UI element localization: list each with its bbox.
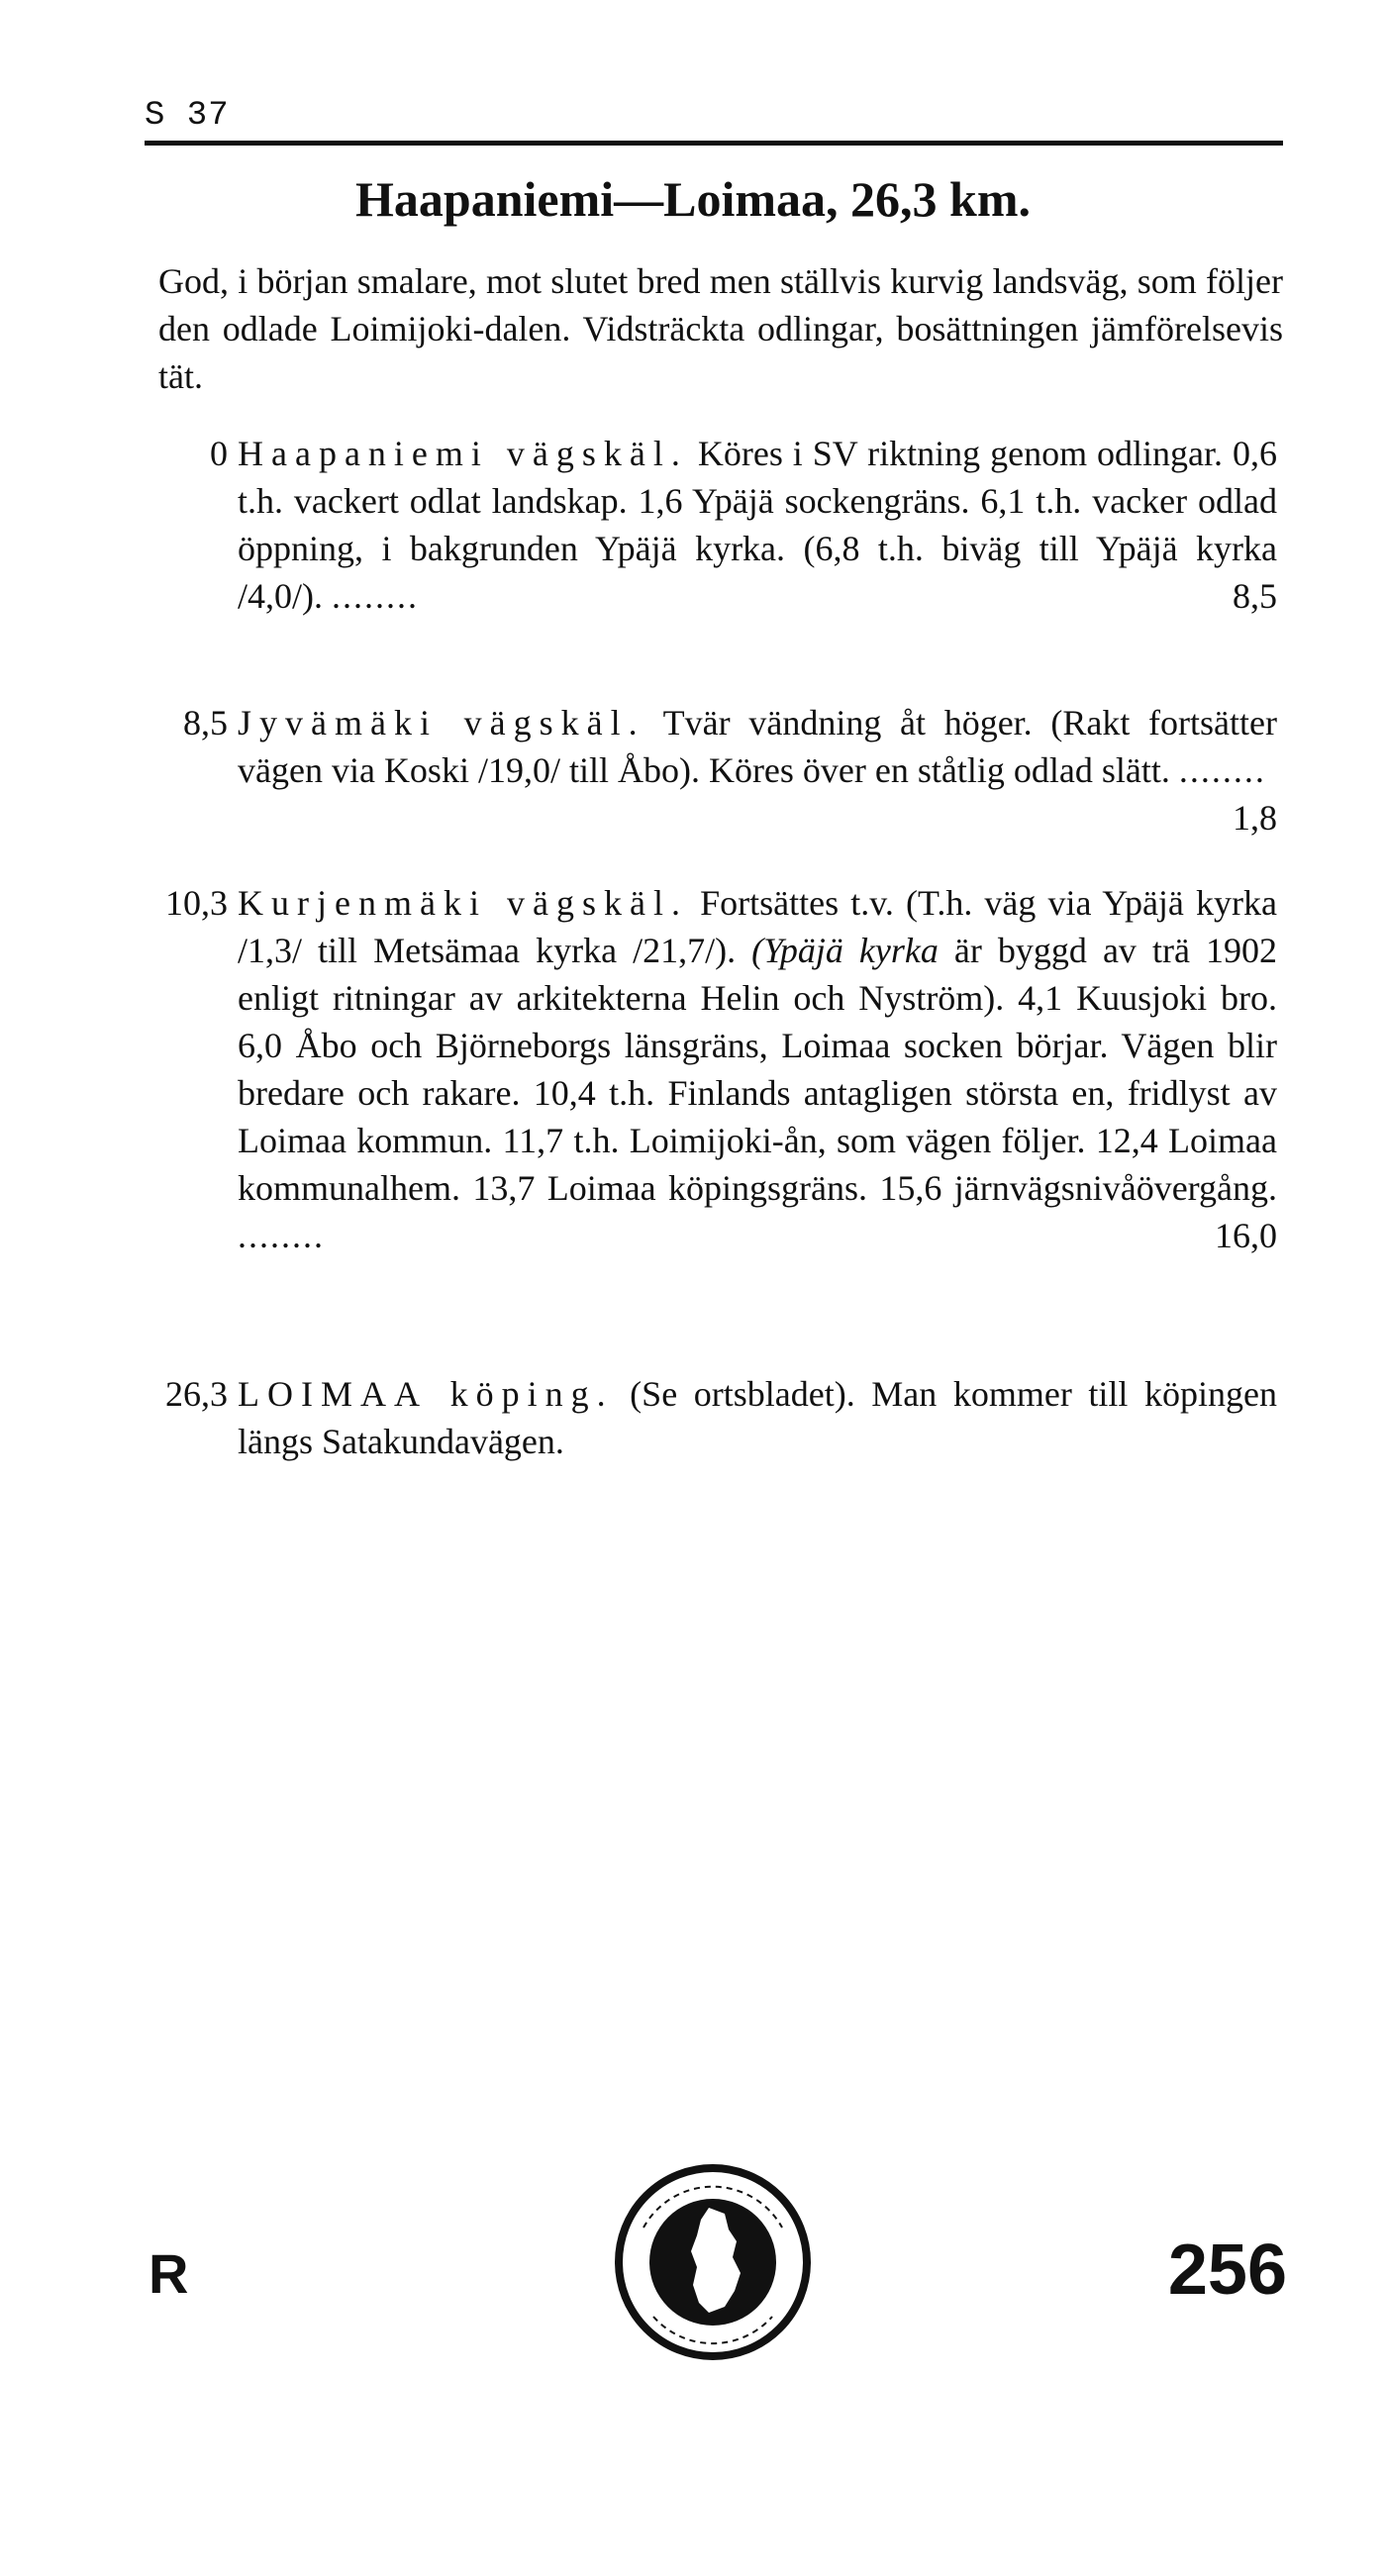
entry-km: 0: [210, 434, 228, 473]
route-description: God, i början smalare, mot slutet bred men ställvis kurvig landsväg, som följer den odlade Loimijoki-dalen. Vidsträckta odlingar, bosättningen jämförelsevis tät.: [158, 261, 1283, 396]
entry-distance: 16,0: [1215, 1216, 1277, 1255]
entry-place: Kurjenmäki vägskäl.: [238, 883, 689, 923]
entry-description: Fortsättes t.v. (T.h. väg via Ypäjä kyrka /1,3/ till Metsämaa kyrka /21,7/).: [238, 883, 1277, 970]
turistforeningen-finland-emblem-icon: [614, 2158, 812, 2366]
entry-description: Tvär vändning åt höger. (Rakt fortsätter vägen via Koski /19,0/ till Åbo). Köres över en ståtlig odlad slätt.: [238, 703, 1277, 790]
footer-letter: R: [148, 2242, 189, 2305]
entry-text: [238, 430, 1277, 620]
leader-dots: ........: [332, 576, 419, 616]
top-rule: [145, 141, 1283, 146]
route-title: Haapaniemi—Loimaa, 26,3 km.: [355, 171, 1031, 227]
entry-description: (Se ortsbladet). Man kommer till köpingen längs Satakundavägen.: [238, 1374, 1278, 1461]
entry-italic-note: (Ypäjä kyrka: [751, 931, 939, 970]
entry-place: LOIMAA köping.: [238, 1374, 614, 1414]
entry-text: [238, 1370, 1277, 1465]
entry-distance: 1,8: [1233, 798, 1277, 838]
entry-description-continued: är byggd av trä 1902 enligt ritningar av arkitekterna Helin och Nyström). 4,1 Kuusjoki bro. 6,0 Åbo och Björneborgs länsgräns, Loimaa socken börjar. Vägen blir bredare och rakare. 10,4 t.h. Finlands antagligen största en, fridlyst av Loimaa kommun. 11,7 t.h. Loimijoki-ån, som vägen följer. 12,4 Loimaa kommunalhem. 13,7 Loimaa köpingsgräns. 15,6 järnvägsnivåövergång.: [238, 931, 1277, 1208]
footer-page-number: 256: [1167, 2230, 1287, 2310]
entry-text: [238, 879, 1277, 1259]
entry-km: 26,3: [165, 1374, 228, 1414]
leader-dots: ........: [238, 1216, 325, 1255]
leader-dots: ........: [1178, 750, 1266, 790]
entry-distance: 8,5: [1233, 576, 1277, 616]
entry-description: Köres i SV riktning genom odlingar. 0,6 t.h. vackert odlat landskap. 1,6 Ypäjä sockengräns. 6,1 t.h. vacker odlad öppning, i bakgrunden Ypäjä kyrka. (6,8 t.h. biväg till Ypäjä kyrka /4,0/).: [238, 434, 1278, 616]
entry-km: 8,5: [183, 703, 228, 743]
entry-place: Haapaniemi vägskäl.: [238, 434, 688, 473]
page-code: S 37: [145, 97, 230, 135]
entry-place: Jyvämäki vägskäl.: [238, 703, 645, 743]
entry-text: [238, 699, 1277, 842]
entry-km: 10,3: [165, 883, 228, 923]
